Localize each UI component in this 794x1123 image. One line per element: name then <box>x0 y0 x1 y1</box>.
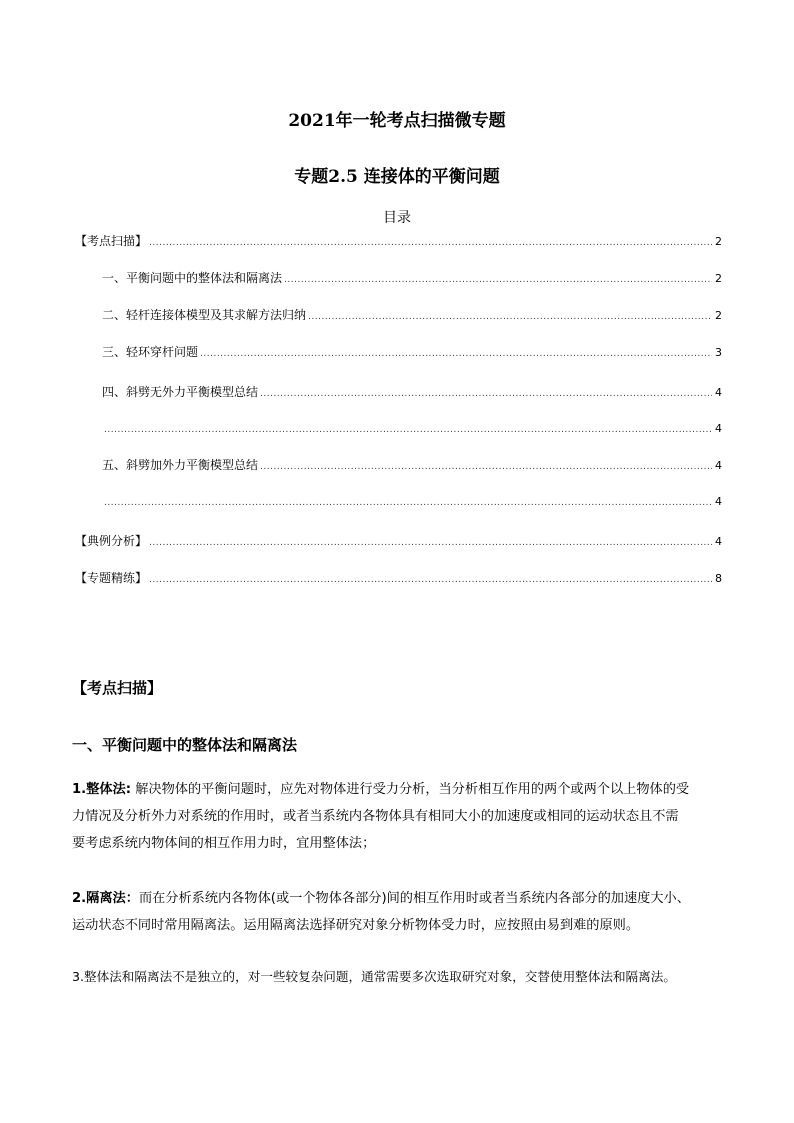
paragraph-line: 3.整体法和隔离法不是独立的，对一些较复杂问题，通常需要多次选取研究对象，交替使用整体法和隔离法。 <box>72 969 676 984</box>
toc-leader-dots <box>104 422 712 438</box>
toc-leader-dots <box>308 309 712 325</box>
document-title: 2021年一轮考点扫描微专题 <box>288 111 506 131</box>
toc-entry[interactable] <box>75 570 722 588</box>
paragraph-lead: 2.隔离法： <box>72 891 139 906</box>
section-heading: 【考点扫描】 <box>72 679 163 697</box>
toc-entry-page: 4 <box>715 535 722 548</box>
toc-leader-dots <box>149 235 712 251</box>
paragraph-text: 解决物体的平衡问题时，应先对物体进行受力分析，当分析相互作用的两个或两个以上物体的受 <box>131 782 690 797</box>
toc-entry-label: 【典例分析】 <box>75 534 148 548</box>
toc-entry[interactable] <box>75 233 722 251</box>
toc-leader-dots <box>104 495 712 511</box>
toc-entry-label: 三、轻环穿杆问题 <box>102 345 199 359</box>
document-subtitle: 专题2.5 连接体的平衡问题 <box>294 167 500 187</box>
toc-entry[interactable] <box>102 307 722 325</box>
toc-leader-dots <box>149 535 712 551</box>
toc-leader-dots <box>284 272 712 288</box>
toc-entry-page: 4 <box>715 459 722 472</box>
toc-entry[interactable] <box>102 384 722 402</box>
toc-entry-label: 【专题精练】 <box>75 571 148 585</box>
toc-heading: 目录 <box>383 210 411 226</box>
toc-entry-page: 3 <box>715 346 722 359</box>
toc-entry-label: 四、斜劈无外力平衡模型总结 <box>102 385 259 399</box>
toc-entry-label: 五、斜劈加外力平衡模型总结 <box>102 458 259 472</box>
toc-leader-dots <box>149 572 712 588</box>
toc-entry-page: 2 <box>715 272 722 285</box>
toc-entry[interactable] <box>102 344 722 362</box>
paragraph-whole-method <box>72 776 724 857</box>
paragraph-line: 要考虑系统内物体间的相互作用力时，宜用整体法； <box>72 836 376 851</box>
toc-entry[interactable] <box>102 421 722 438</box>
toc-entry-label: 一、平衡问题中的整体法和隔离法 <box>102 271 283 285</box>
toc-leader-dots <box>260 386 712 402</box>
paragraph-lead: 1.整体法: <box>72 782 132 797</box>
toc-entry[interactable] <box>102 494 722 511</box>
sub-heading: 一、平衡问题中的整体法和隔离法 <box>72 736 298 754</box>
toc-entry[interactable] <box>75 533 722 551</box>
toc-leader-dots <box>200 346 712 362</box>
paragraph-line: 运动状态不同时常用隔离法。运用隔离法选择研究对象分析物体受力时，应按照由易到难的原则。 <box>72 918 640 933</box>
toc-entry[interactable] <box>102 270 722 288</box>
toc-entry-label: 二、轻杆连接体模型及其求解方法归纳 <box>102 308 307 322</box>
paragraph-combined <box>72 963 724 990</box>
paragraph-line <box>72 776 724 803</box>
paragraph-line: 力情况及分析外力对系统的作用时，或者当系统内各物体具有相同大小的加速度或相同的运动状态且不需 <box>72 809 679 824</box>
toc-entry-page: 4 <box>715 495 722 508</box>
paragraph-text: 而在分析系统内各物体(或一个物体各部分)间的相互作用时或者当系统内各部分的加速度大小、 <box>138 891 690 906</box>
paragraph-isolation-method <box>72 885 724 939</box>
toc-entry-page: 2 <box>715 309 722 322</box>
toc-entry-page: 8 <box>715 572 722 585</box>
toc-entry[interactable] <box>102 457 722 475</box>
toc-entry-label: 【考点扫描】 <box>75 234 148 248</box>
toc-leader-dots <box>260 459 712 475</box>
paragraph-line <box>72 885 724 912</box>
toc-entry-page: 4 <box>715 422 722 435</box>
toc-entry-page: 4 <box>715 386 722 399</box>
toc-entry-page: 2 <box>715 235 722 248</box>
